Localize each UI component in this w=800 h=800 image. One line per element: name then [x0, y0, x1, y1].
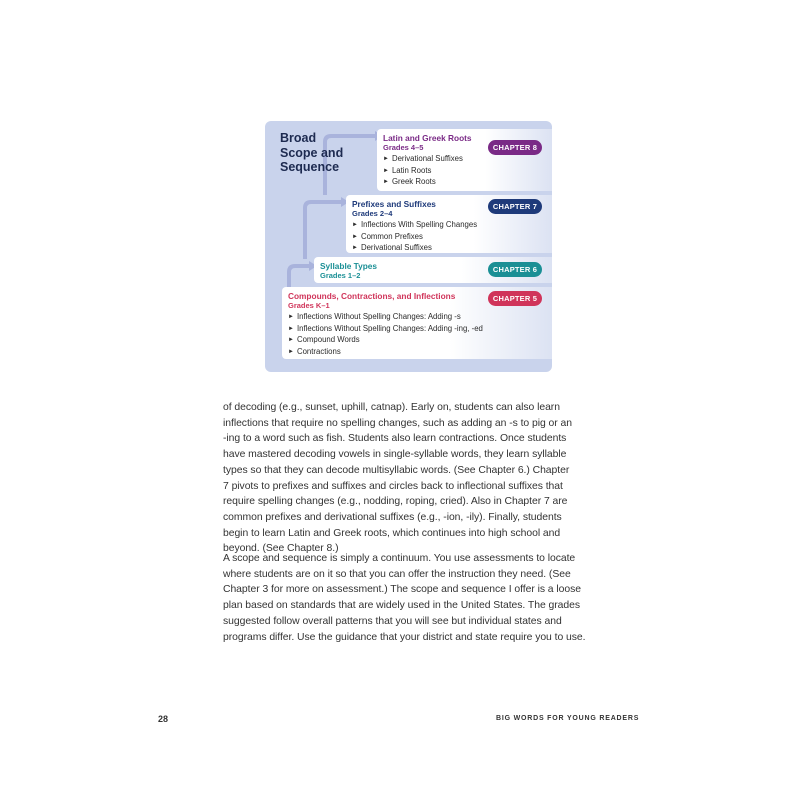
chapter-badge: CHAPTER 7 — [488, 199, 542, 214]
chapter-badge: CHAPTER 8 — [488, 140, 542, 155]
level-title: Compounds, Contractions, and Inflections — [288, 291, 456, 301]
topic-item: ► Inflections Without Spelling Changes: Adding -ing, -ed — [288, 323, 483, 333]
topic-item: ► Latin Roots — [383, 165, 432, 175]
bullet-icon: ► — [383, 156, 389, 162]
bullet-icon: ► — [288, 325, 294, 332]
bullet-icon: ► — [352, 222, 358, 228]
bullet-icon: ► — [383, 167, 389, 174]
level-title: Prefixes and Suffixes — [352, 199, 436, 209]
bullet-icon: ► — [352, 233, 358, 240]
scope-sequence-figure — [265, 121, 552, 372]
level-topics — [288, 312, 483, 358]
level-panel-chapter-7 — [346, 195, 552, 253]
figure-title-line: Broad — [280, 131, 317, 145]
figure-title — [280, 131, 360, 175]
topic-item: ► Contractions — [288, 346, 341, 356]
text-line: where students are on it so that you can offer the instruction they need. (See — [223, 568, 571, 580]
level-title: Syllable Types — [320, 261, 378, 271]
level-grades: Grades 1–2 — [320, 271, 361, 280]
text-line: beyond. (See Chapter 8.) — [223, 543, 339, 555]
text-line: programs differ. Use the guidance that your district and state require you to use. — [223, 631, 586, 643]
text-line: inflections that require no spelling changes, such as adding an -s to pig or an — [223, 417, 572, 429]
page-number: 28 — [158, 714, 169, 724]
figure-title-line: Sequence — [280, 160, 340, 174]
text-line: require spelling changes (e.g., nodding, roping, cried). Also in Chapter 7 are — [223, 496, 568, 508]
text-line: Chapter 3 for more on assessment.) The scope and sequence I offer is a loose — [223, 584, 581, 596]
text-line: types so that they can decode multisyllabic words. (See Chapter 6.) Chapter — [223, 464, 570, 476]
level-panel-chapter-8 — [377, 129, 552, 191]
topic-item: ► Derivational Suffixes — [383, 154, 463, 163]
chapter-badge: CHAPTER 6 — [488, 262, 542, 277]
text-line: -ing to a word such as fish. Students also learn contractions. Once students — [223, 433, 567, 445]
topic-item: ► Greek Roots — [383, 177, 436, 187]
bullet-icon: ► — [288, 337, 294, 344]
level-panel-chapter-5 — [282, 287, 552, 359]
chapter-badge: CHAPTER 5 — [488, 291, 542, 306]
text-line: 7 pivots to prefixes and suffixes and circles back to inflectional suffixes that — [223, 480, 563, 492]
text-line: begin to learn Latin and Greek roots, which continues into high school and — [223, 527, 561, 539]
level-panel-chapter-6 — [314, 257, 552, 283]
text-line: plan based on standards that are widely used in the United States. The grades — [223, 600, 580, 612]
topic-item: ► Inflections Without Spelling Changes: Adding -s — [288, 312, 461, 321]
bullet-icon: ► — [288, 348, 294, 355]
body-paragraph-2 — [223, 551, 633, 645]
bullet-icon: ► — [288, 314, 294, 320]
level-grades: Grades 4–5 — [383, 143, 424, 152]
level-grades: Grades 2–4 — [352, 209, 393, 218]
bullet-icon: ► — [352, 245, 358, 252]
topic-item: ► Derivational Suffixes — [352, 243, 432, 253]
level-topics — [352, 220, 477, 255]
text-line: common prefixes and derivational suffixes (e.g., -ion, -ily). Finally, students — [223, 511, 562, 523]
running-footer-title: BIG WORDS FOR YOUNG READERS — [496, 715, 640, 722]
text-line: suggested follow overall patterns that you will see but individual states and — [223, 615, 562, 627]
body-paragraph-1 — [223, 400, 633, 557]
text-line: of decoding (e.g., sunset, uphill, catnap). Early on, students can also learn — [223, 402, 560, 413]
level-topics — [383, 154, 463, 189]
topic-item: ► Inflections With Spelling Changes — [352, 220, 478, 229]
level-grades: Grades K–1 — [288, 301, 330, 310]
bullet-icon: ► — [383, 179, 389, 186]
topic-item: ► Compound Words — [288, 335, 360, 345]
text-line: A scope and sequence is simply a continuum. You use assessments to locate — [223, 553, 576, 564]
text-line: have mastered decoding vowels in single-syllable words, they learn syllable — [223, 449, 567, 461]
level-title: Latin and Greek Roots — [383, 133, 472, 143]
topic-item: ► Common Prefixes — [352, 231, 423, 241]
figure-title-line: Scope and — [280, 145, 344, 160]
